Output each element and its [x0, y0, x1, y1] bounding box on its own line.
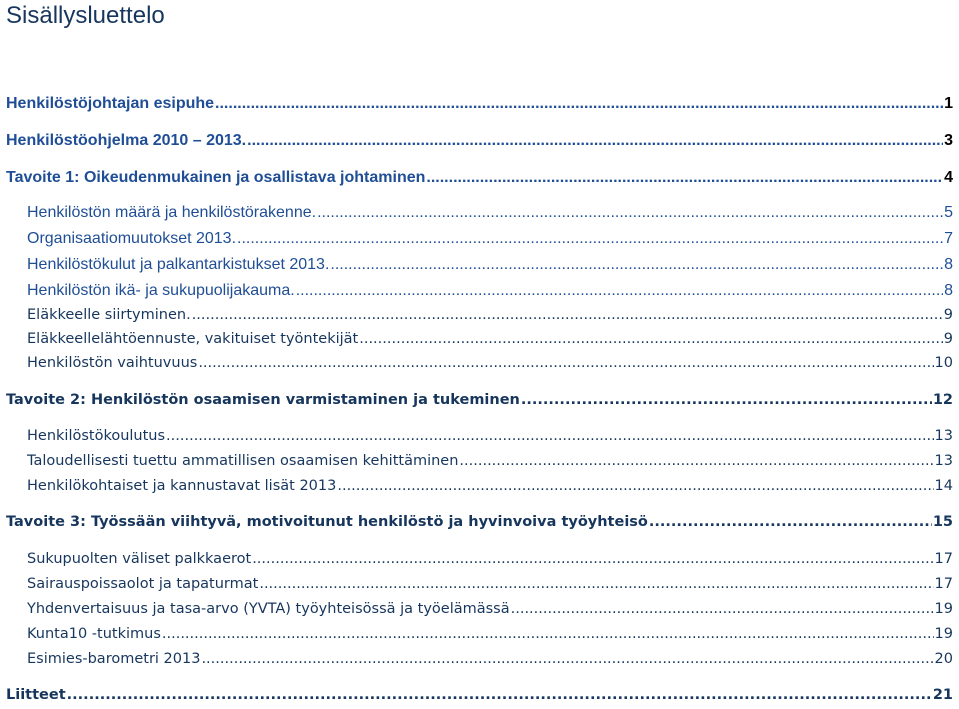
toc-entry[interactable] — [27, 304, 953, 326]
toc-entry[interactable] — [27, 450, 953, 472]
toc-entry-title: Esimies-barometri 2013 — [27, 651, 201, 667]
toc-entry-page: 17 — [934, 576, 953, 592]
toc-entry-title: Henkilöstön ikä- ja sukupuolijakauma. — [27, 282, 295, 299]
toc-entry-title: Henkilöstökoulutus — [27, 428, 166, 444]
dot-leader — [215, 93, 943, 115]
toc-entry-title: Henkilöstökulut ja palkantarkistukset 2013. — [27, 256, 330, 273]
toc-entry-page: 8 — [944, 256, 953, 273]
toc-entry-page: 12 — [932, 392, 953, 408]
dot-leader — [317, 202, 943, 224]
dot-leader — [330, 254, 943, 276]
toc-entry-title: Taloudellisesti tuettu ammatillisen osaamisen kehittäminen — [27, 453, 459, 469]
toc-entry-page: 7 — [944, 230, 953, 247]
toc-entry[interactable] — [6, 167, 953, 189]
toc-entry-page: 1 — [944, 95, 953, 112]
toc-entry[interactable] — [27, 328, 953, 350]
dot-leader — [337, 475, 933, 497]
toc-entry[interactable] — [27, 598, 953, 620]
toc-entry-page: 19 — [934, 626, 953, 642]
toc-entry-page: 13 — [934, 453, 953, 469]
toc-entry-title: Tavoite 1: Oikeudenmukainen ja osallistava johtaminen — [6, 169, 426, 186]
toc-entry-title: Sairauspoissaolot ja tapaturmat — [27, 576, 259, 592]
toc-entry[interactable] — [27, 475, 953, 497]
toc-entry-page: 21 — [932, 687, 953, 703]
toc-entry[interactable] — [27, 280, 953, 302]
dot-leader — [237, 228, 943, 250]
dot-leader — [201, 648, 933, 670]
toc-entry-title: Eläkkeelle siirtyminen. — [27, 307, 191, 323]
dot-leader — [459, 450, 933, 472]
toc-entry[interactable] — [6, 93, 953, 115]
toc-entry-title: Henkilöstön määrä ja henkilöstörakenne. — [27, 204, 317, 221]
dot-leader — [247, 130, 943, 152]
toc-entry-page: 9 — [943, 307, 953, 323]
toc-entry-page: 14 — [934, 478, 953, 494]
dot-leader — [259, 573, 933, 595]
toc-entry[interactable] — [6, 130, 953, 152]
dot-leader — [511, 598, 934, 620]
page-title: Sisällysluettelo — [6, 2, 165, 29]
toc-entry-page: 4 — [944, 169, 953, 186]
toc-entry[interactable] — [6, 389, 953, 411]
dot-leader — [649, 511, 932, 533]
dot-leader — [426, 167, 943, 189]
toc-entry[interactable] — [27, 648, 953, 670]
toc-entry[interactable] — [27, 254, 953, 276]
toc-entry-title: Henkilöstöohjelma 2010 – 2013. — [6, 132, 247, 149]
dot-leader — [162, 623, 934, 645]
dot-leader — [198, 352, 933, 374]
dot-leader — [252, 548, 933, 570]
toc-entry-page: 20 — [934, 651, 953, 667]
toc-entry-title: Yhdenvertaisuus ja tasa-arvo (YVTA) työyhteisössä ja työelämässä — [27, 601, 510, 617]
dot-leader — [67, 684, 932, 706]
dot-leader — [166, 425, 934, 447]
toc-entry[interactable] — [27, 573, 953, 595]
toc-entry-title: Sukupuolten väliset palkkaerot — [27, 551, 252, 567]
toc-entry[interactable] — [27, 623, 953, 645]
toc-entry-title: Tavoite 3: Työssään viihtyvä, motivoitunut henkilöstö ja hyvinvoiva työyhteisö — [6, 514, 648, 530]
dot-leader — [192, 304, 943, 326]
toc-entry-page: 8 — [944, 282, 953, 299]
toc-entry[interactable] — [27, 425, 953, 447]
toc-entry[interactable] — [6, 684, 953, 706]
toc-entry-title: Liitteet — [6, 687, 66, 703]
toc-entry[interactable] — [27, 548, 953, 570]
dot-leader — [521, 389, 932, 411]
toc-entry-title: Eläkkeellelähtöennuste, vakituiset työntekijät — [27, 331, 359, 347]
toc-entry-title: Tavoite 2: Henkilöstön osaamisen varmistaminen ja tukeminen — [6, 392, 520, 408]
toc-entry-title: Kunta10 -tutkimus — [27, 626, 161, 642]
toc-entry-title: Henkilökohtaiset ja kannustavat lisät 2013 — [27, 478, 337, 494]
toc-entry-page: 17 — [934, 551, 953, 567]
toc-entry-page: 5 — [944, 204, 953, 221]
toc-entry-title: Henkilöstön vaihtuvuus — [27, 355, 198, 371]
toc-entry-page: 15 — [932, 514, 953, 530]
dot-leader — [359, 328, 943, 350]
toc-entry-page: 3 — [944, 132, 953, 149]
toc-entry[interactable] — [6, 511, 953, 533]
toc-entry[interactable] — [27, 228, 953, 250]
dot-leader — [296, 280, 943, 302]
toc-entry-page: 10 — [934, 355, 953, 371]
toc-entry-page: 9 — [943, 331, 953, 347]
toc-entry-page: 19 — [934, 601, 953, 617]
toc-entry[interactable] — [27, 202, 953, 224]
toc-entry-page: 13 — [934, 428, 953, 444]
toc-entry-title: Henkilöstöjohtajan esipuhe — [6, 95, 215, 112]
toc-entry[interactable] — [27, 352, 953, 374]
toc-entry-title: Organisaatiomuutokset 2013. — [27, 230, 237, 247]
